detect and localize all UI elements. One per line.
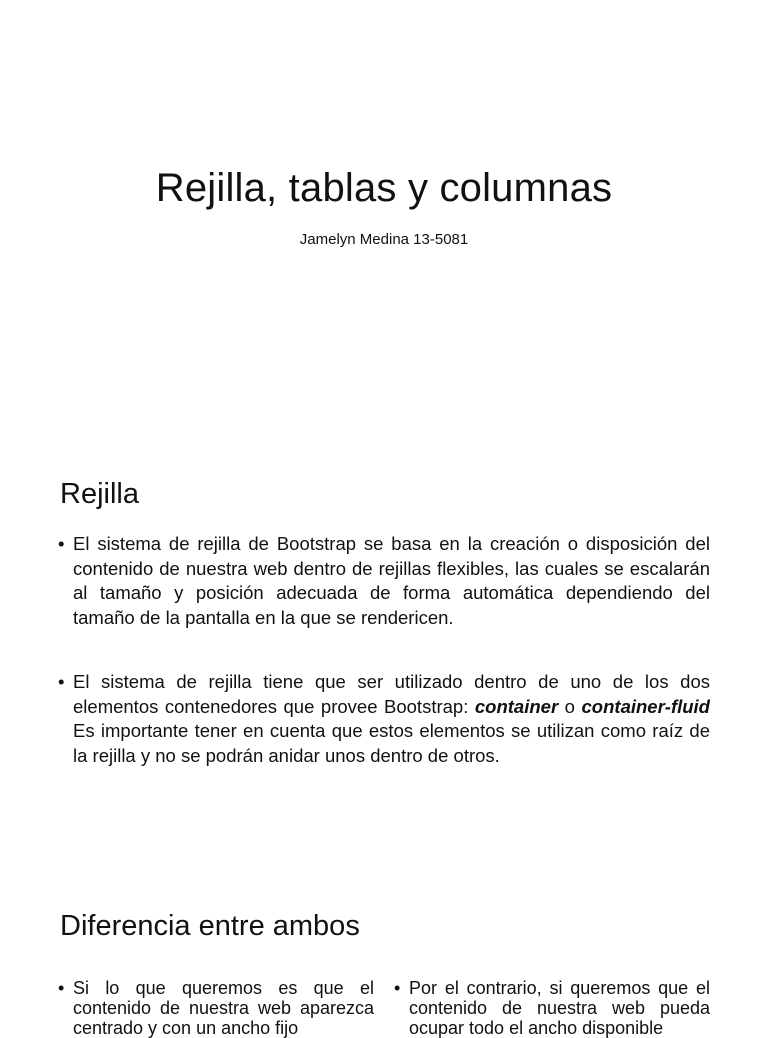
rejilla-bullet-2 <box>58 670 710 768</box>
rejilla-bullet-2-text-b: o <box>558 695 582 717</box>
rejilla-heading: Rejilla <box>60 478 139 510</box>
diferencia-right-bullet <box>394 978 710 1038</box>
presentation-title: Rejilla, tablas y columnas <box>155 166 613 210</box>
author-subtitle: Jamelyn Medina 13-5081 <box>299 231 469 248</box>
diferencia-right-text: Por el contrario, si queremos que el contenido de nuestra web pueda ocupar todo el ancho disponible <box>409 978 710 1038</box>
diferencia-left-bullet <box>58 978 374 1038</box>
title-slide <box>0 0 768 430</box>
container-keyword: container <box>474 695 559 717</box>
diferencia-left-column <box>58 978 374 1038</box>
rejilla-bullet-1 <box>58 532 710 630</box>
diferencia-left-text: Si lo que queremos es que el contenido de nuestra web aparezca centrado y con un ancho fijo <box>73 978 374 1038</box>
rejilla-bullet-2-text-a: El sistema de rejilla tiene que ser utilizado dentro de uno de los dos elementos contenedores que provee Bootstrap: <box>73 671 710 717</box>
diferencia-right-column <box>394 978 710 1038</box>
diferencia-heading: Diferencia entre ambos <box>60 910 360 942</box>
rejilla-bullet-list <box>58 532 710 768</box>
container-fluid-keyword: container-fluid <box>581 695 710 717</box>
rejilla-bullet-2-text-c: Es importante tener en cuenta que estos elementos se utilizan como raíz de la rejilla y no se podrán anidar unos dentro de otros. <box>73 720 710 766</box>
rejilla-bullet-1-text: El sistema de rejilla de Bootstrap se basa en la creación o disposición del contenido de nuestra web dentro de rejillas flexibles, las cuales se escalarán al tamaño y posición adecuada de forma automática dependiendo del tamaño de la pantalla en la que se rendericen. <box>73 533 710 628</box>
